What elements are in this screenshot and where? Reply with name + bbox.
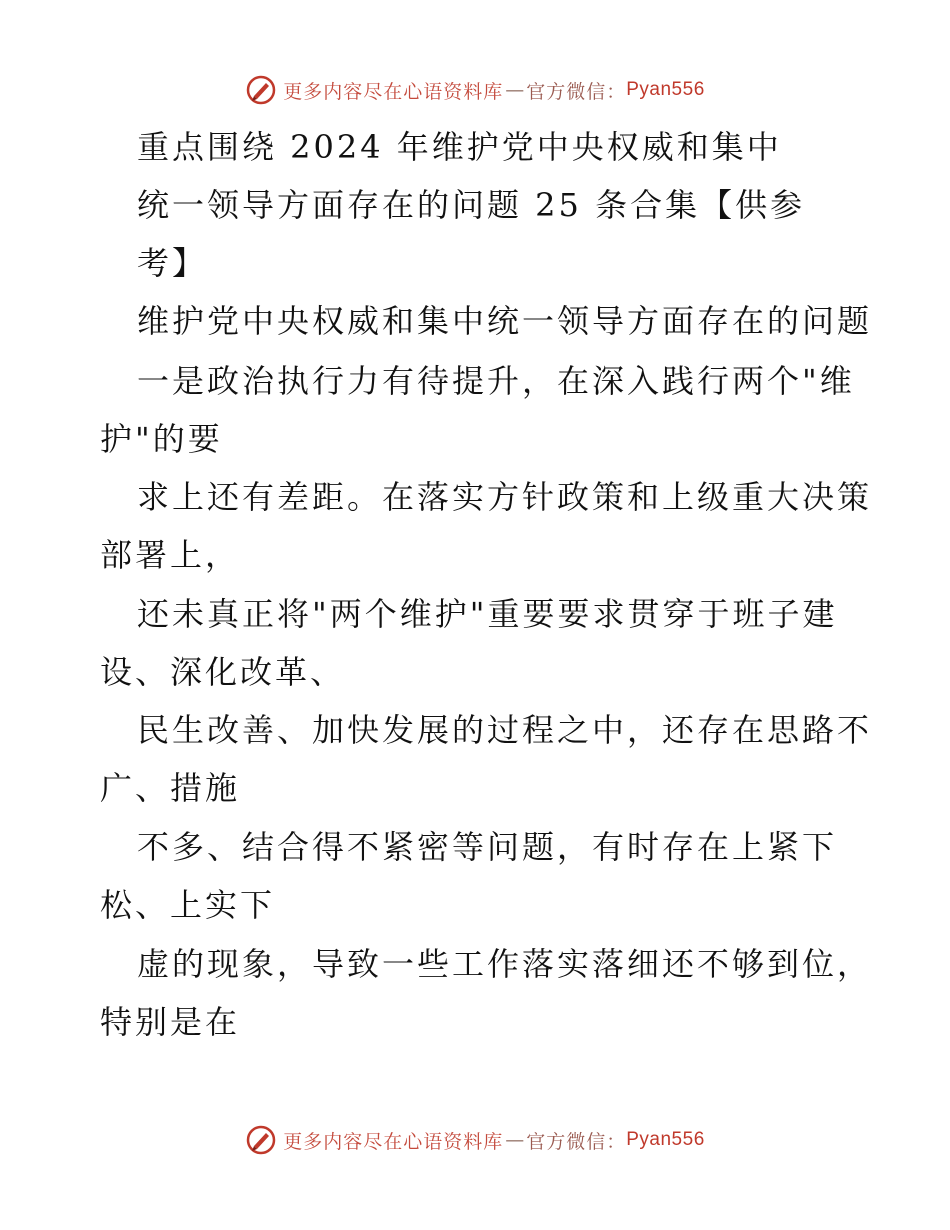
watermark-wechat-id: Pyan556 bbox=[626, 1129, 705, 1150]
paragraph-line: 特别是在 bbox=[100, 1003, 241, 1041]
pen-logo-icon bbox=[245, 1124, 277, 1156]
paragraph-line: 民生改善、加快发展的过程之中，还存在思路不 bbox=[137, 711, 873, 749]
header-watermark-banner bbox=[0, 70, 950, 110]
pen-logo-icon bbox=[245, 74, 277, 106]
footer-watermark-banner bbox=[0, 1120, 950, 1160]
paragraph-line: 广、措施 bbox=[100, 769, 241, 807]
watermark-dash: — bbox=[505, 79, 525, 101]
paragraph-line: 部署上， bbox=[100, 536, 241, 574]
watermark-text: 更多内容尽在心语资料库 bbox=[283, 1130, 504, 1153]
title-line-1: 重点围绕 2024 年维护党中央权威和集中 bbox=[137, 128, 782, 166]
paragraph-line: 松、上实下 bbox=[100, 886, 276, 924]
paragraph-line: 虚的现象，导致一些工作落实落细还不够到位， bbox=[137, 945, 873, 983]
title-line-3: 考】 bbox=[137, 244, 208, 282]
paragraph-line: 设、深化改革、 bbox=[100, 653, 346, 691]
paragraph-line: 不多、结合得不紧密等问题，有时存在上紧下 bbox=[137, 828, 838, 866]
paragraph-line: 一是政治执行力有待提升，在深入践行两个"维 bbox=[137, 362, 855, 400]
watermark-text: 更多内容尽在心语资料库 bbox=[283, 80, 504, 103]
watermark-wechat-label: 官方微信： bbox=[526, 80, 627, 103]
watermark-dash: — bbox=[505, 1129, 525, 1151]
watermark-wechat-label: 官方微信： bbox=[526, 1130, 627, 1153]
paragraph-line: 护"的要 bbox=[100, 420, 223, 458]
watermark-wechat-id: Pyan556 bbox=[626, 79, 705, 100]
title-line-2: 统一领导方面存在的问题 25 条合集【供参 bbox=[137, 186, 806, 224]
paragraph-line: 还未真正将"两个维护"重要要求贯穿于班子建 bbox=[137, 595, 838, 633]
section-heading: 维护党中央权威和集中统一领导方面存在的问题 bbox=[137, 302, 873, 340]
paragraph-line: 求上还有差距。在落实方针政策和上级重大决策 bbox=[137, 478, 873, 516]
